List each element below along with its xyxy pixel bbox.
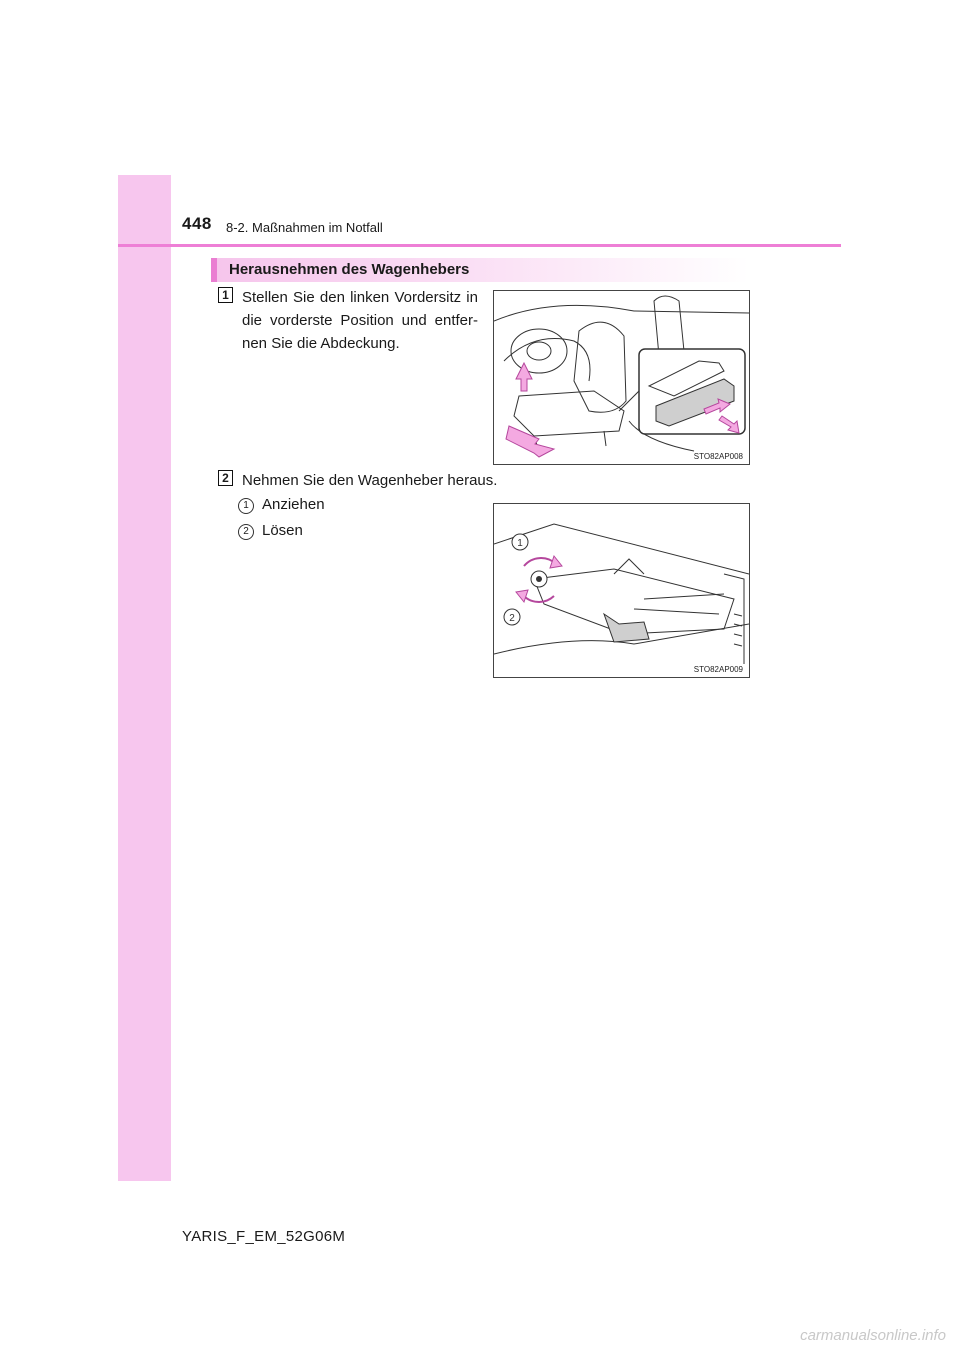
svg-text:2: 2: [509, 613, 515, 624]
circled-number-1: 1: [238, 498, 254, 514]
section-title: 8-2. Maßnahmen im Notfall: [226, 220, 383, 235]
watermark: carmanualsonline.info: [800, 1327, 946, 1344]
side-band: [118, 175, 171, 1181]
header-rule: [118, 244, 841, 247]
jack-illustration: [494, 504, 749, 677]
figure-seat-cover: [493, 290, 750, 465]
step-1-text: Stellen Sie den linken Vordersitz in die vorderste Position und entfer-nen Sie die Abdeckung.: [242, 289, 478, 352]
seat-illustration: [494, 291, 749, 464]
page-number: 448: [182, 214, 212, 233]
sub-item-loosen: [238, 522, 303, 540]
step-number-1: 1: [218, 287, 233, 303]
sub-item-label: Anziehen: [262, 496, 325, 513]
figure-code-2: STO82AP009: [693, 665, 743, 674]
footer-document-code: YARIS_F_EM_52G06M: [182, 1228, 346, 1245]
figure-code-1: STO82AP008: [693, 452, 743, 461]
circled-number-2: 2: [238, 524, 254, 540]
step-number-2: 2: [218, 470, 233, 486]
heading-text: Herausnehmen des Wagenhebers: [229, 261, 470, 278]
step-2-text: Nehmen Sie den Wagenheber heraus.: [242, 472, 498, 489]
sub-item-tighten: [238, 496, 325, 514]
figure-jack-removal: [493, 503, 750, 678]
svg-text:1: 1: [517, 538, 523, 549]
sub-item-label: Lösen: [262, 522, 303, 539]
heading-bar: [211, 258, 749, 282]
